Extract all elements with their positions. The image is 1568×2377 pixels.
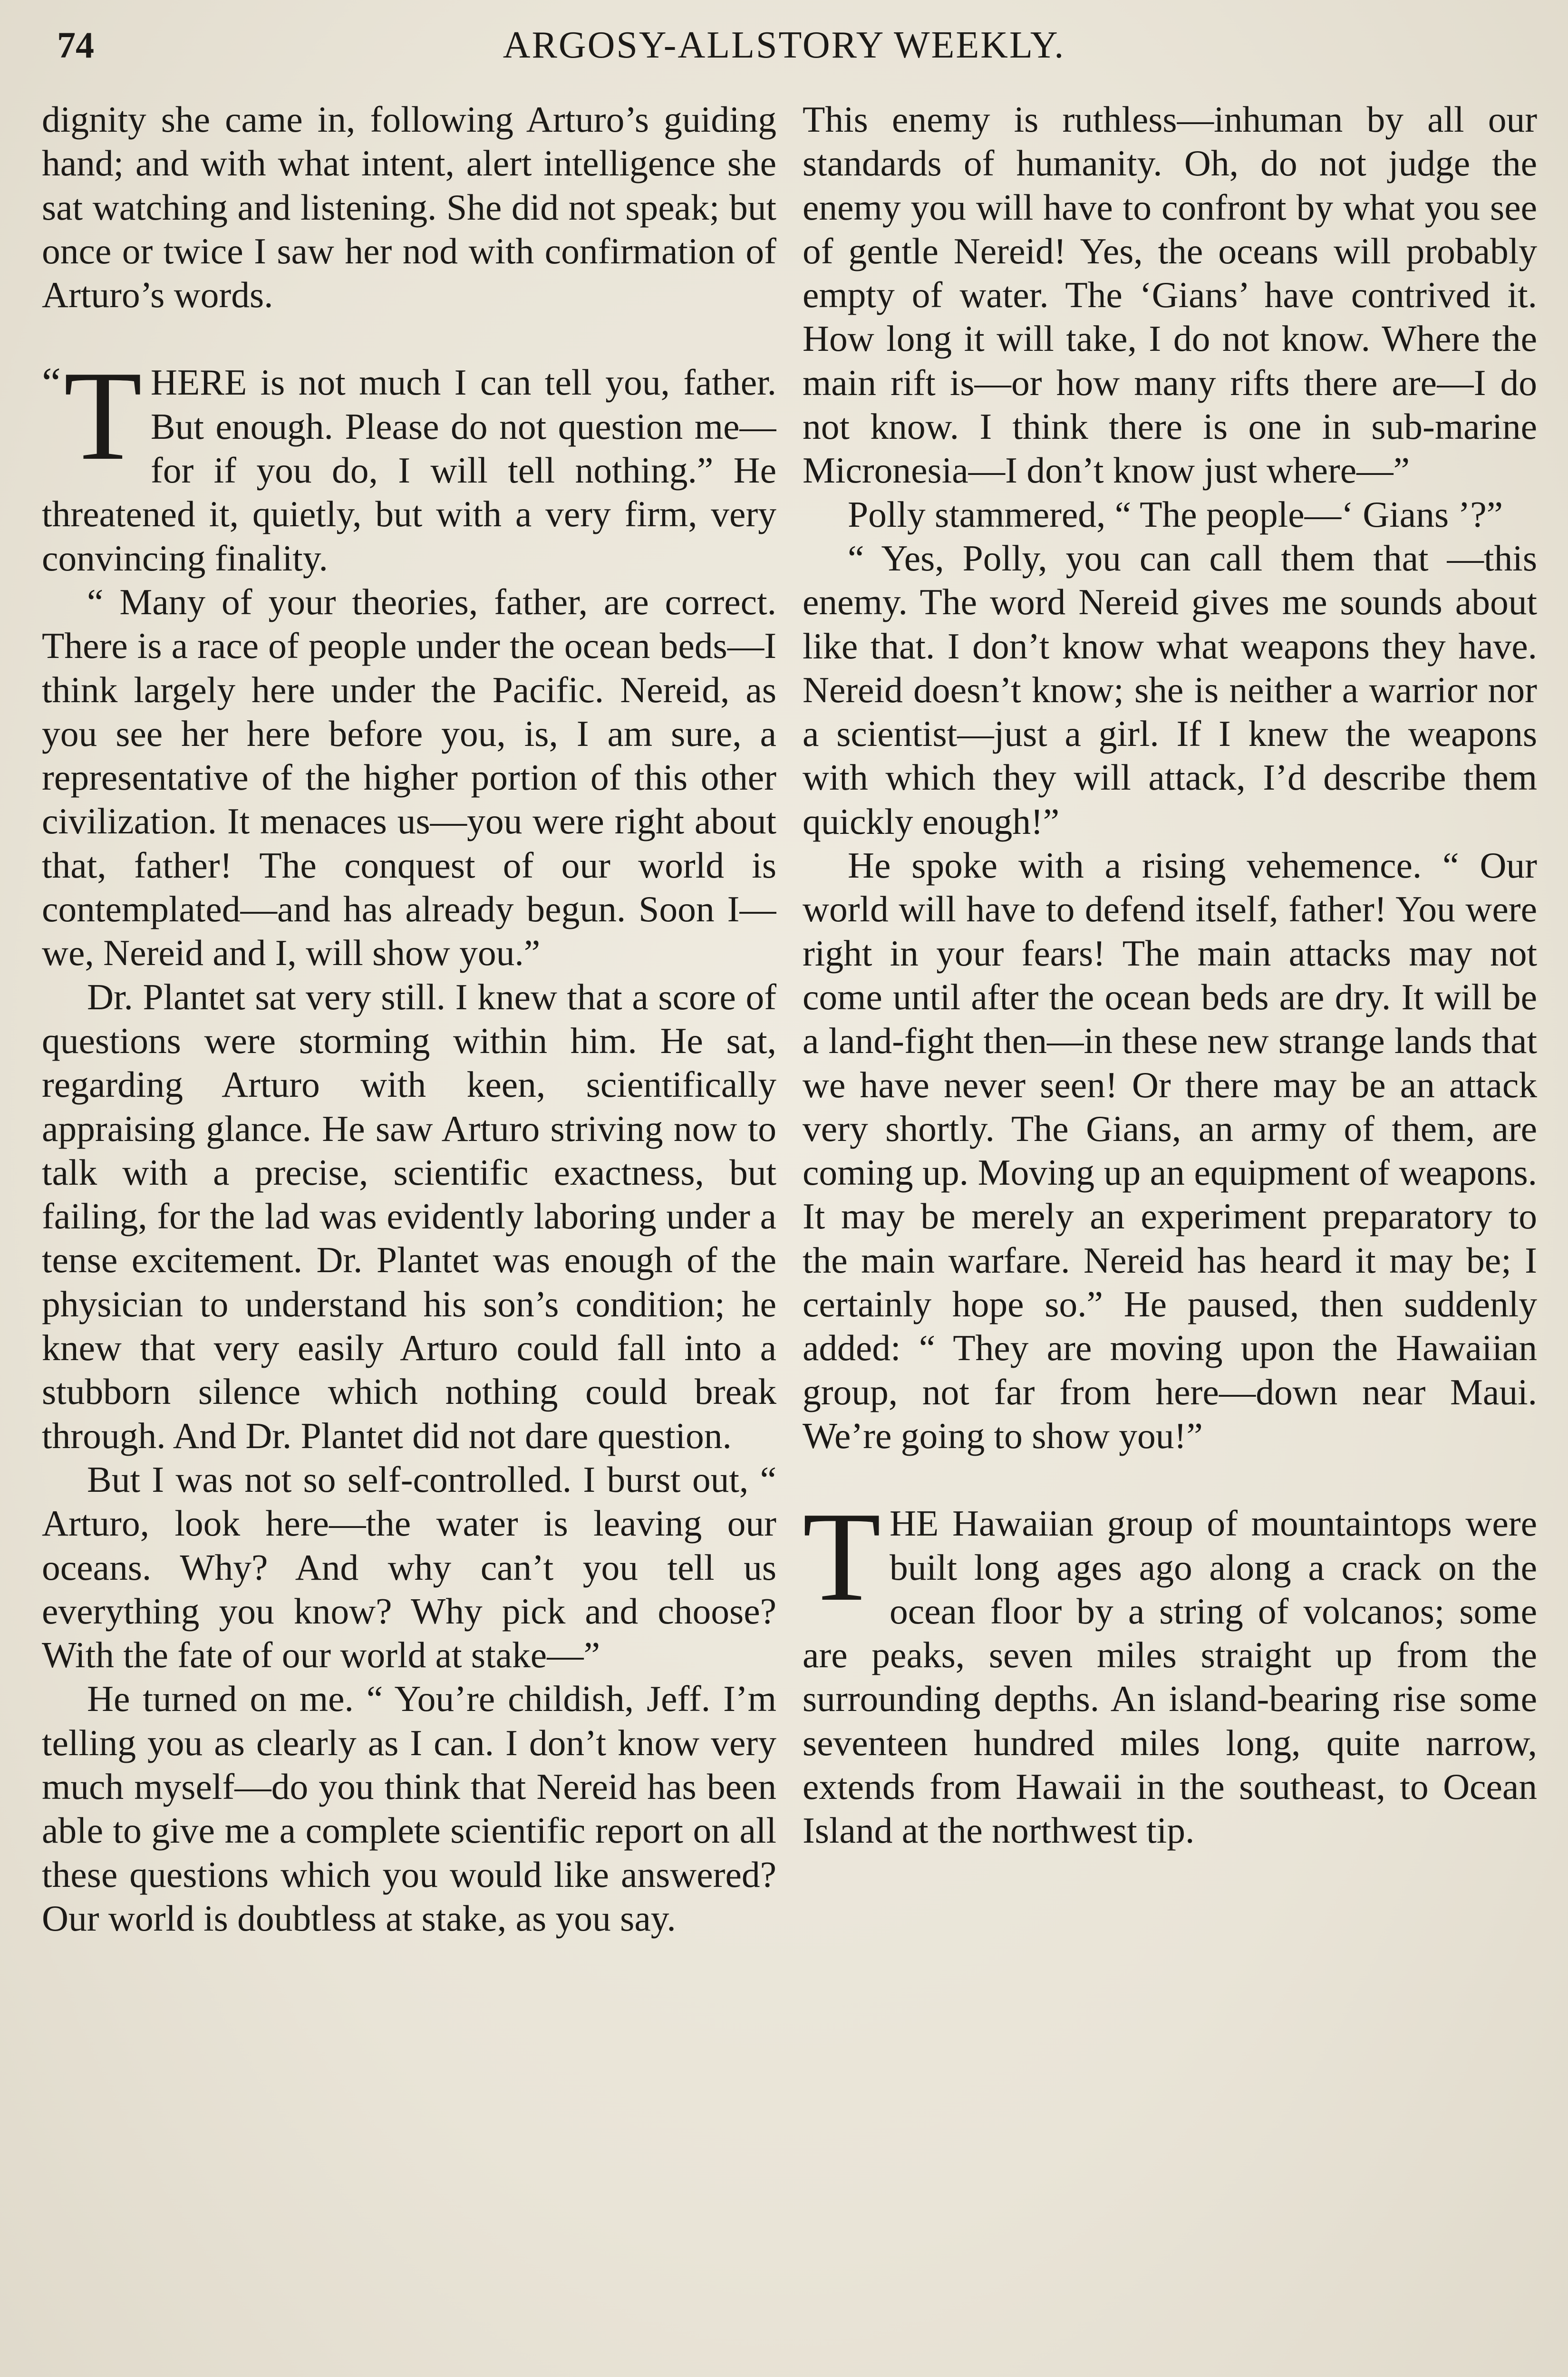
running-head: ARGOSY-ALLSTORY WEEKLY. xyxy=(503,24,1065,66)
page-number: 74 xyxy=(57,24,94,66)
paragraph: Dr. Plantet sat very still. I knew that a score of questions were storming within him. He sat, regarding Arturo with keen, scientifically appraising glance. He saw Arturo striving now to talk with a precise, scientific exactness, but failing, for the lad was evidently laboring under a tense excitement. Dr. Plantet was enough of the physician to understand his son’s condition; he knew that very easily Arturo could fall into a stubborn silence which nothing could break through. And Dr. Plantet did not dare question. xyxy=(42,976,776,1456)
paragraph: Polly stammered, “ The people—‘ Gians ’?” xyxy=(848,493,1503,535)
paragraph: This enemy is ruthless—inhuman by all our standards of humanity. Oh, do not judge the enemy you will have to confront by what you see of gentle Nereid! Yes, the oceans will probably empty of water. The ‘Gians’ have contrived it. How long it will take, I do not know. Where the main rift is—or how many rifts there are—I do not know. I think there is one in sub-marine Micronesia—I don’t know just where—” xyxy=(803,99,1537,491)
page-header xyxy=(50,19,1518,71)
paragraph: dignity she came in, following Arturo’s guiding hand; and with what intent, alert intelligence she sat watching and listening. She did not speak; but once or twice I saw her nod with confirmation of Arturo’s words. xyxy=(42,99,776,316)
paragraph: He turned on me. “ You’re childish, Jeff. I’m telling you as clearly as I can. I don’t know very much myself—do you think that Nereid has been able to give me a complete scientific report on all these questions which you would like answered? Our world is doubtless at stake, as you say. xyxy=(42,1678,776,1939)
drop-cap: T xyxy=(63,345,142,487)
drop-cap-paragraph xyxy=(803,1486,1537,1852)
paragraph: But I was not so self-controlled. I burst out, “ Arturo, look here—the water is leaving our oceans. Why? And why can’t you tell us everything you know? Why pick and choose? With the fate of our world at stake—” xyxy=(42,1459,776,1676)
paragraph: He spoke with a rising vehemence. “ Our world will have to defend itself, father! You were right in your fears! The main attacks may not come until after the ocean beds are dry. It will be a land-fight then—in these new strange lands that we have never seen! Or there may be an attack very shortly. The Gians, an army of them, are coming up. Moving up an equipment of weapons. It may be merely an experiment preparatory to the main warfare. Nereid has heard it may be; I certainly hope so.” He paused, then suddenly added: “ They are moving upon the Hawaiian group, not far from here—down near Maui. We’re going to show you!” xyxy=(803,845,1537,1456)
paragraph-text: HE Hawaiian group of mountaintops were built long ages ago along a crack on the ocean floor by a string of volcanos; some are peaks, seven miles straight up from the surrounding depths. An island-bearing rise some seventeen hundred miles long, quite narrow, extends from Hawaii in the southeast, to Ocean Island at the northwest tip. xyxy=(803,1503,1537,1851)
paragraph: “ Yes, Polly, you can call them that —this enemy. The word Nereid gives me sounds about like that. I don’t know what weapons they have. Nereid doesn’t know; she is neither a warrior nor a scientist—just a girl. If I knew the weapons with which they will attack, I’d describe them quickly enough!” xyxy=(803,537,1537,842)
paragraph: “ Many of your theories, father, are correct. There is a race of people under the ocean beds—I think largely here under the Pacific. Nereid, as you see her here before you, is, I am sure, a representative of the higher portion of this other civilization. It menaces us—you were right about that, father! The conquest of our world is contemplated—and has already begun. Soon I—we, Nereid and I, will show you.” xyxy=(42,581,776,974)
left-column xyxy=(42,97,776,2360)
paragraph-text: HERE is not much I can tell you, father. But enough. Please do not question me—for if you do, I will tell nothing.” He threatened it, quietly, but with a very firm, very convincing finality. xyxy=(42,362,776,579)
drop-cap-paragraph xyxy=(42,345,776,580)
right-column xyxy=(803,97,1537,2360)
open-quote: “ xyxy=(42,359,61,407)
drop-cap: T xyxy=(803,1486,881,1628)
